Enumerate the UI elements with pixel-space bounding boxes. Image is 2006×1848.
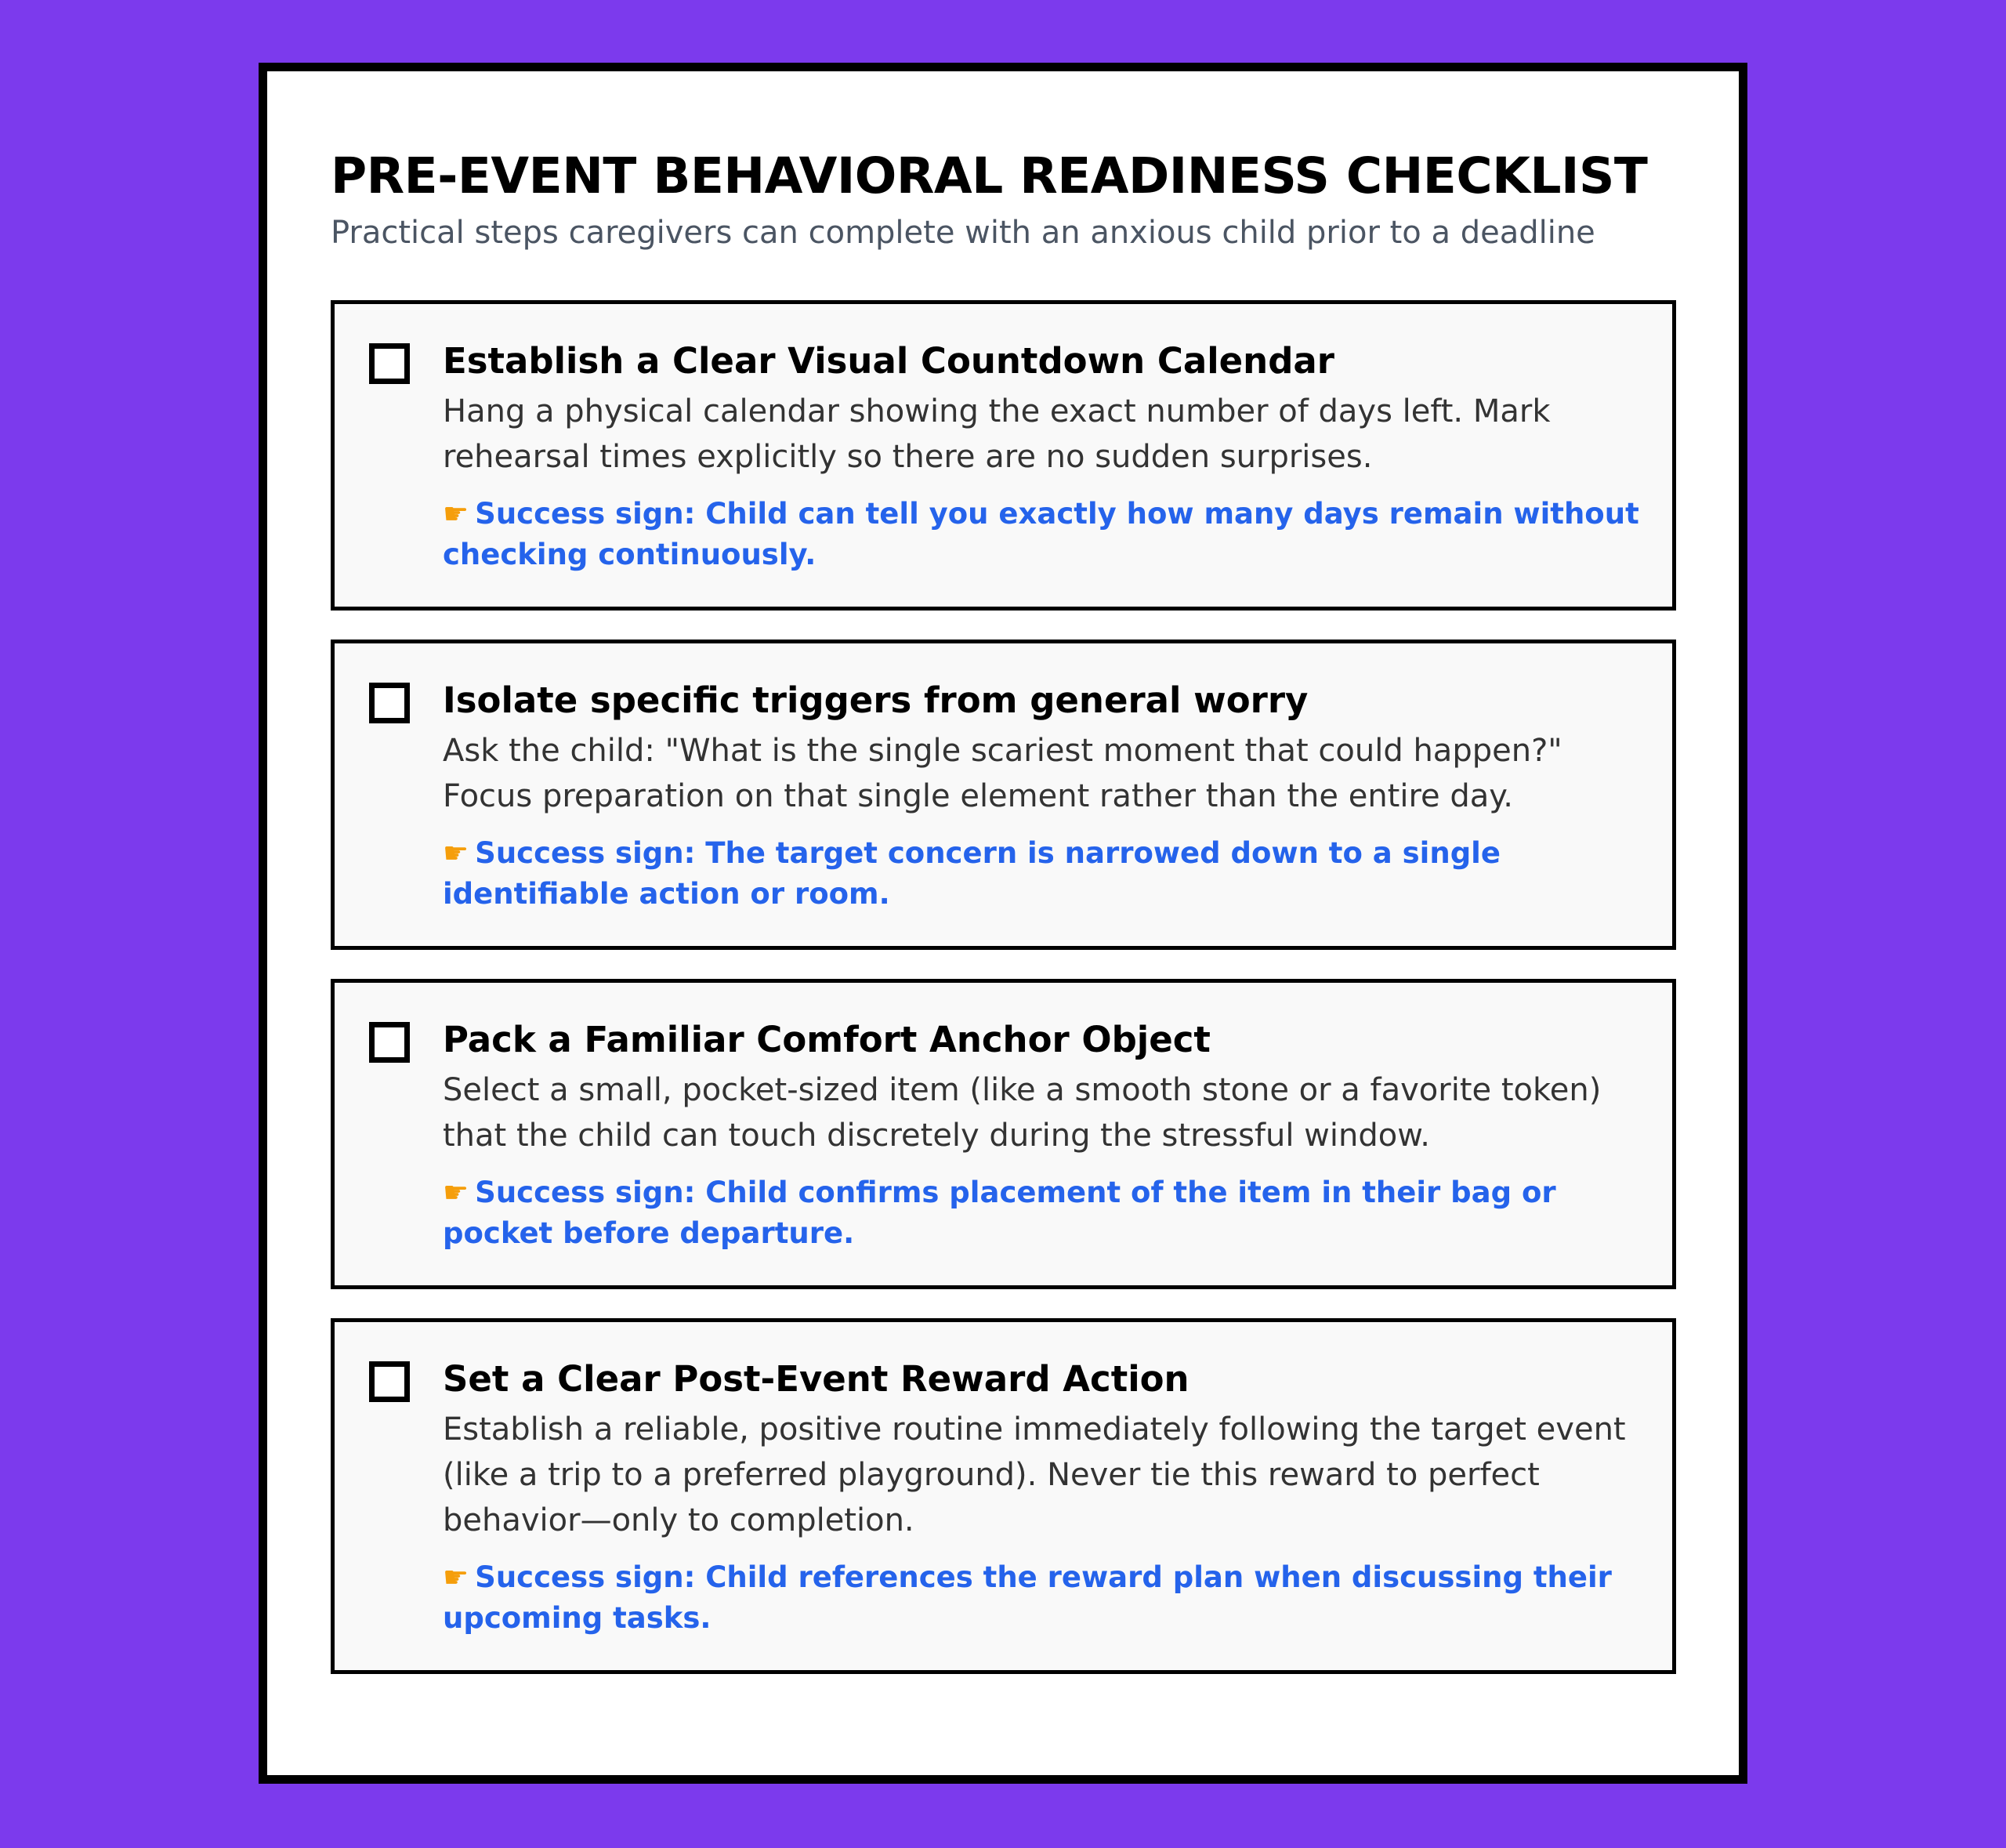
success-sign [443,1172,1641,1254]
checklist-item-comfort-anchor [331,979,1676,1289]
page-title: PRE-EVENT BEHAVIORAL READINESS CHECKLIST [331,147,1648,205]
pointing-hand-icon: ☛ [443,497,469,531]
item-description: Hang a physical calendar showing the exact number of days left. Mark rehearsal times explicitly so there are no sudden surprises. [443,393,1551,476]
checklist-item-reward-action [331,1318,1676,1674]
checklist-item-countdown-calendar [331,300,1676,611]
checkbox[interactable] [369,683,410,723]
item-title: Isolate specific triggers from general worry [443,679,1309,721]
checklist-item-isolate-triggers [331,640,1676,950]
checkbox[interactable] [369,1022,410,1063]
pointing-hand-icon: ☛ [443,1176,469,1210]
checklist [331,300,1676,1674]
checkbox[interactable] [369,1361,410,1402]
page-subtitle: Practical steps caregivers can complete with an anxious child prior to a deadline [331,214,1595,251]
success-sign [443,1557,1641,1639]
item-description: Ask the child: "What is the single scariest moment that could happen?" Focus preparation on that single element rather than the entire day. [443,733,1562,815]
pointing-hand-icon: ☛ [443,1560,469,1595]
success-sign-text: Success sign: Child references the reward plan when discussing their upcoming tasks. [443,1560,1612,1636]
success-sign-text: Success sign: Child can tell you exactly how many days remain without checking continuously. [443,497,1639,571]
checkbox[interactable] [369,343,410,384]
item-description: Establish a reliable, positive routine immediately following the target event (like a trip to a preferred playground). Never tie this reward to perfect behavior—only to completion. [443,1411,1626,1539]
success-sign-text: Success sign: The target concern is narrowed down to a single identifiable action or room. [443,836,1501,911]
pointing-hand-icon: ☛ [443,836,469,871]
item-title: Set a Clear Post-Event Reward Action [443,1357,1189,1400]
item-description: Select a small, pocket-sized item (like a smooth stone or a favorite token) that the child can touch discretely during the stressful window. [443,1072,1602,1154]
success-sign [443,494,1641,575]
success-sign-text: Success sign: Child confirms placement of the item in their bag or pocket before departure. [443,1176,1556,1251]
success-sign [443,833,1641,915]
item-title: Establish a Clear Visual Countdown Calendar [443,339,1334,382]
item-title: Pack a Familiar Comfort Anchor Object [443,1018,1211,1060]
checklist-card [259,63,1747,1784]
